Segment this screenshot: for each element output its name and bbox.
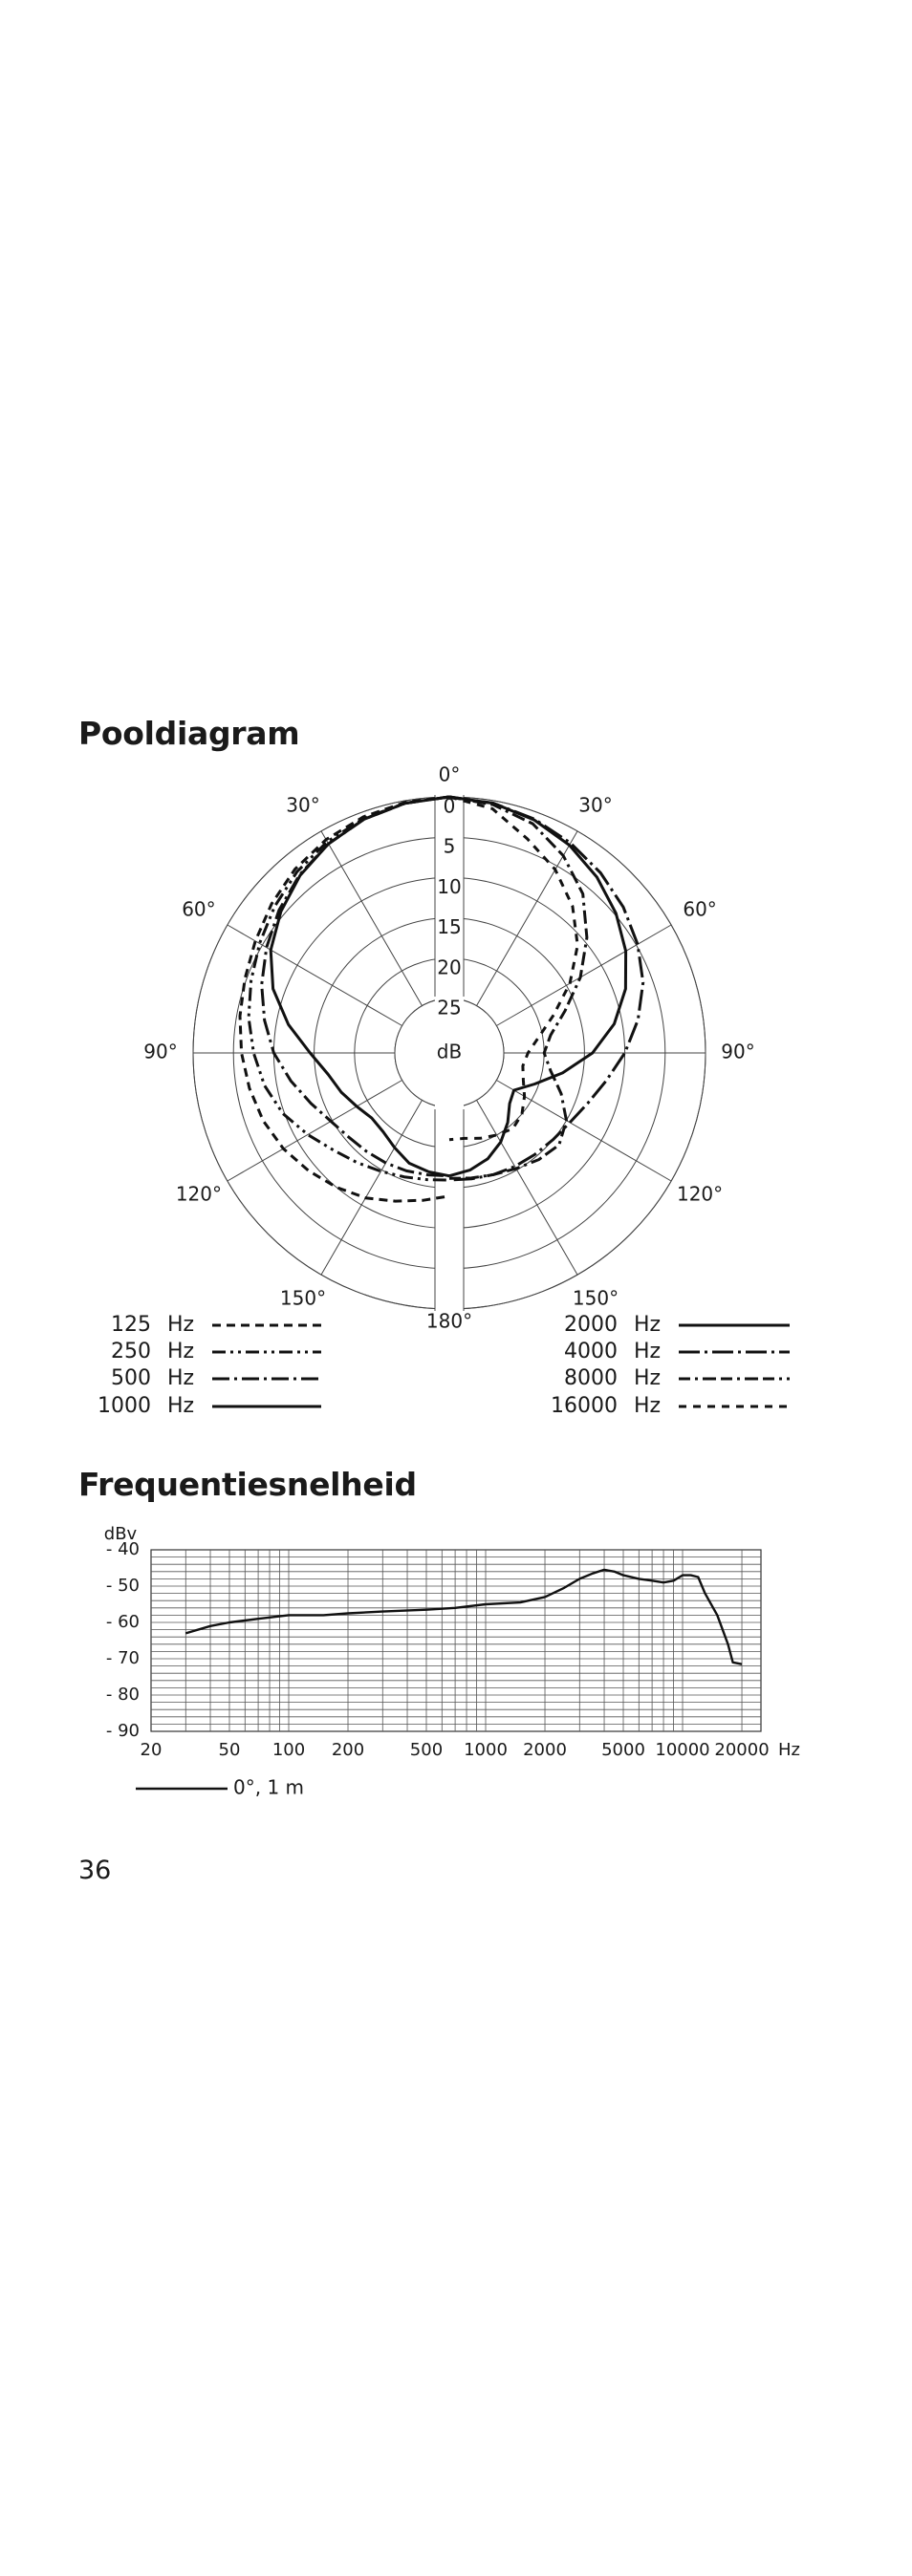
freq-xtick-1000: 1000 (464, 1740, 508, 1760)
polar-angle-right-30: 30° (578, 793, 613, 817)
freq-xtick-20000: 20000 (714, 1740, 770, 1760)
polar-unit-label: dB (436, 1040, 463, 1063)
polar-curve-2000hz (449, 797, 626, 1176)
freq-ylabel: dBv (103, 1524, 138, 1544)
legend-unit-4000: Hz (634, 1340, 662, 1363)
polar-db-tick-5: 5 (443, 834, 456, 858)
polar-db-tick-15: 15 (437, 915, 462, 939)
polar-angle-0: 0° (438, 762, 461, 786)
freq-ytick-80: - 80 (105, 1685, 140, 1705)
freq-legend-label: 0°, 1 m (233, 1775, 305, 1799)
freq-ytick-70: - 70 (105, 1648, 140, 1668)
legend-unit-2000: Hz (634, 1313, 662, 1337)
polar-angle-right-90: 90° (721, 1040, 755, 1063)
page-number: 36 (78, 1856, 112, 1885)
freq-xtick-50: 50 (218, 1740, 241, 1760)
freq-plot-frame (151, 1550, 761, 1731)
polar-db-tick-20: 20 (437, 955, 462, 979)
frequency-grid (151, 1550, 761, 1731)
freq-xtick-10000: 10000 (655, 1740, 710, 1760)
polar-bottom-strip (435, 1104, 464, 1319)
freq-ytick-40: - 40 (105, 1539, 140, 1559)
freq-xtick-5000: 5000 (601, 1740, 645, 1760)
polar-angle-right-120: 120° (676, 1182, 724, 1206)
freq-ytick-50: - 50 (105, 1576, 140, 1596)
polar-angle-right-60: 60° (683, 897, 717, 921)
legend-unit-8000: Hz (634, 1366, 662, 1390)
legend-freq-2000: 2000 (564, 1313, 618, 1337)
frequency-axis-labels (104, 1524, 800, 1760)
freq-ytick-90: - 90 (105, 1721, 140, 1741)
polar-angle-left-60: 60° (182, 897, 216, 921)
legend-freq-125: 125 (111, 1313, 151, 1337)
polar-angle-left-30: 30° (286, 793, 320, 817)
polar-angle-left-120: 120° (175, 1182, 223, 1206)
legend-unit-500: Hz (167, 1366, 195, 1390)
polar-curve-4000hz (449, 797, 643, 1180)
freq-ytick-60: - 60 (105, 1612, 140, 1632)
frequency-legend (136, 1776, 304, 1799)
legend-freq-500: 500 (111, 1366, 151, 1390)
frequency-curve (185, 1570, 742, 1664)
freq-xtick-2000: 2000 (523, 1740, 567, 1760)
polar-angle-left-90: 90° (143, 1040, 178, 1063)
polar-db-tick-10: 10 (437, 874, 462, 898)
polar-db-tick-0: 0 (443, 794, 456, 818)
section-title-frequentiesnelheid: Frequentiesnelheid (78, 1466, 417, 1503)
freq-xtick-100: 100 (271, 1740, 306, 1760)
polar-angle-right-150: 150° (572, 1286, 619, 1310)
legend-freq-1000: 1000 (98, 1394, 151, 1418)
freq-xtick-20: 20 (140, 1740, 163, 1760)
polar-db-tick-25: 25 (437, 996, 462, 1020)
legend-unit-250: Hz (167, 1340, 195, 1363)
legend-freq-16000: 16000 (551, 1394, 618, 1418)
polar-angle-left-150: 150° (279, 1286, 327, 1310)
legend-unit-125: Hz (167, 1313, 195, 1337)
freq-xlabel: Hz (778, 1740, 800, 1760)
freq-response-line (185, 1570, 742, 1664)
legend-freq-4000: 4000 (564, 1340, 618, 1363)
polar-curve-1000hz (271, 797, 449, 1176)
polar-diagram (0, 764, 912, 1433)
section-title-pooldiagram: Pooldiagram (78, 715, 300, 752)
legend-freq-250: 250 (111, 1340, 151, 1363)
legend-unit-1000: Hz (167, 1394, 195, 1418)
legend-freq-8000: 8000 (564, 1366, 618, 1390)
polar-angle-180: 180° (425, 1309, 473, 1333)
freq-xtick-500: 500 (409, 1740, 444, 1760)
freq-xtick-200: 200 (331, 1740, 365, 1760)
legend-unit-16000: Hz (634, 1394, 662, 1418)
frequency-response-chart (0, 1510, 912, 1799)
polar-curve-250hz (249, 797, 449, 1180)
